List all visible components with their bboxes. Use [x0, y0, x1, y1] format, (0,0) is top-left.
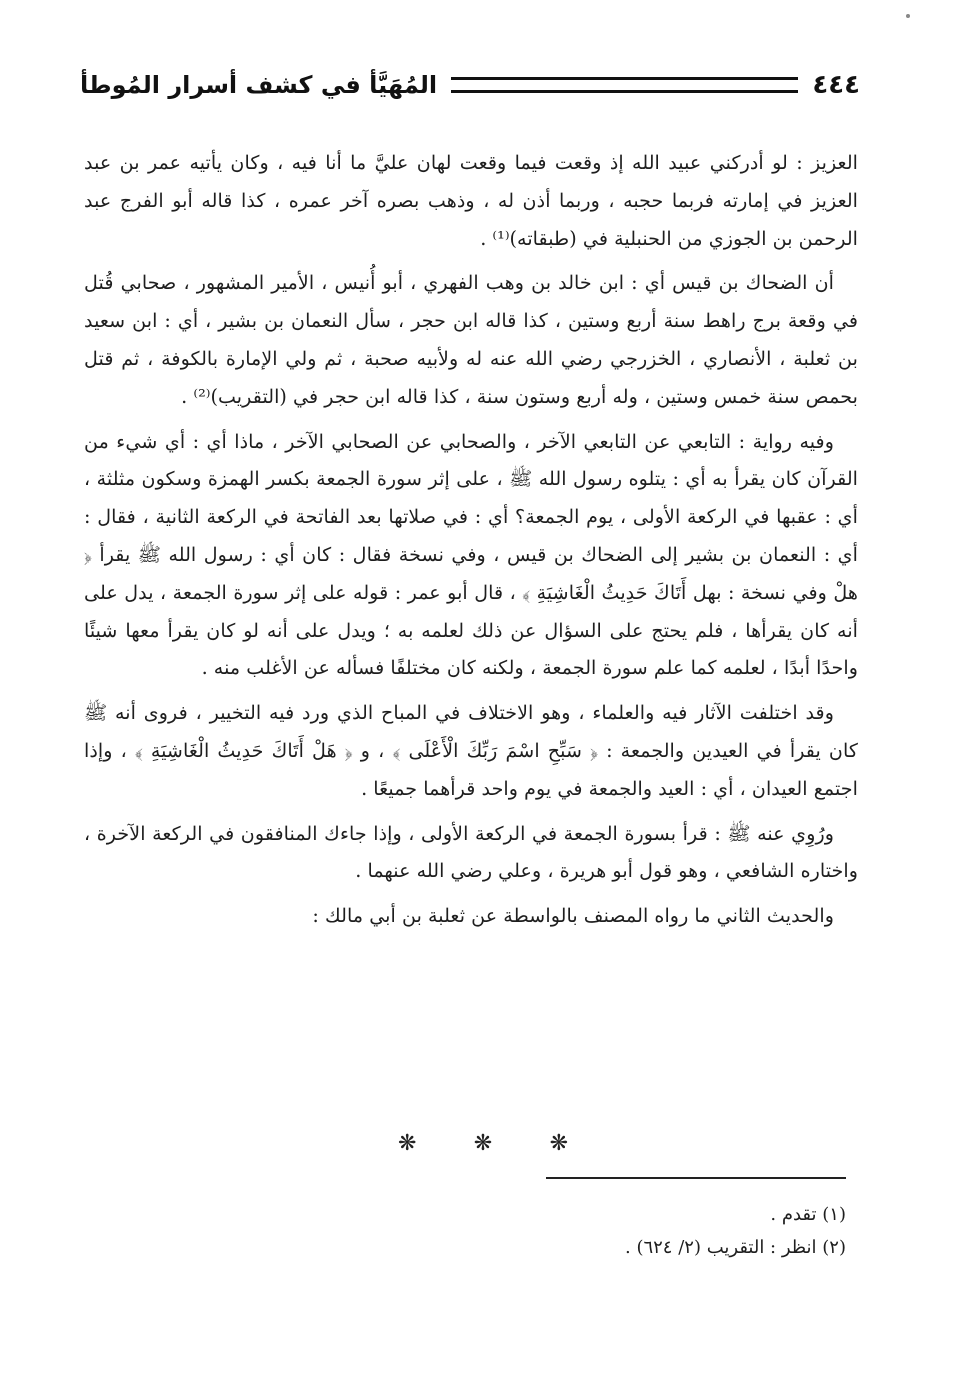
paragraph: ورُوِي عنه ﷺ : قرأ بسورة الجمعة في الركعة الأولى ، وإذا جاءك المنافقون في الركعة الآخرة ، واختاره الشافعي ، وهو قول أبو هريرة ، وعلي رضي الله عنهما . [84, 821, 858, 883]
paragraph: وفيه رواية : التابعي عن التابعي الآخر ، والصحابي عن الصحابي الآخر ، ماذا أي : أي شيء من القرآن كان يقرأ به أي : يتلوه رسول الله ﷺ ، على إثر سورة الجمعة بكسر الهمزة وسكون مثلثة ، أي : عقبها في الركعة الأولى ، يوم الجمعة؟ أي : في صلاتها بعد الفاتحة في الركعة الثانية ، فقال : أي : النعمان بن بشير إلى الضحاك بن قيس ، وفي نسخة فقال : كان أي : رسول الله ﷺ يقرأ ﴿ هلْ وفي نسخة : بهل أَتَاكَ حَدِيثُ الْغَاشِيَةِ ﴾ ، قال أبو عمر : قوله على إثر سورة الجمعة ، يدل على أنه كان يقرأها ، فلم يحتج على السؤال عن ذلك لعلمه به ؛ ويدل على أنه لو كان يقرأ معها شيئًا واحدًا أبدًا ، لعلمه كما علم سورة الجمعة ، ولكنه كان مختلفًا فسأله عن الأغلب منه . [84, 429, 858, 680]
asterism-icon: ❋ [473, 1130, 493, 1156]
paragraph: وقد اختلفت الآثار فيه والعلماء ، وهو الاختلاف في المباح الذي ورد فيه التخيير ، فروى أنه ﷺ كان يقرأ في العيدين والجمعة : ﴿ سَبِّحِ اسْمَ رَبِّكَ الْأَعْلَى ﴾ ، و ﴿ هَلْ أَتَاكَ حَدِيثُ الْغَاشِيَةِ ﴾ ، وإذا اجتمع العيدان ، أي : العيد والجمعة في يوم واحد قرأهما جميعًا . [84, 701, 858, 800]
header-double-rule [451, 77, 798, 93]
footnote: (١) تقدم . [770, 1204, 846, 1225]
paragraph: العزيز : لو أدركني عبيد الله إذ وقعت فيما وقعت لهان عليَّ ما أنا فيه ، وكان يأتيه عمر بن عبد العزيز في إمارته فربما حجبه ، وربما أذن له ، وذهب بصره آخر عمره ، كذا قاله أبو الفرج عبد الرحمن بن الجوزي من الحنبلية في (طبقاته)⁽¹⁾ . [84, 151, 858, 250]
footnote-rule [546, 1177, 846, 1179]
page-number: ٤٤٤ [812, 70, 860, 100]
asterism-icon: ❋ [398, 1130, 417, 1156]
footnote: (٢) انظر : التقريب (٢/ ٦٢٤) . [625, 1237, 846, 1258]
footnotes [500, 1198, 846, 1264]
running-header [80, 60, 860, 110]
main-text [84, 144, 858, 942]
section-separator [398, 1128, 568, 1158]
asterism-icon: ❋ [549, 1130, 568, 1156]
paragraph: والحديث الثاني ما رواه المصنف بالواسطة عن ثعلبة بن أبي مالك : [312, 904, 834, 928]
book-title: المُهَيَّأ في كشف أسرار المُوطأ [80, 71, 438, 99]
scan-speck [906, 14, 910, 18]
paragraph: أن الضحاك بن قيس أي : ابن خالد بن وهب الفهري ، أبو أُنيس ، الأمير المشهور ، صحابي قُتل في وقعة برج راهط سنة أربع وستين ، كذا قاله ابن حجر ، سأل النعمان بن بشير ، أي : ابن سعيد بن ثعلبة ، الأنصاري ، الخزرجي رضي الله عنه له ولأبيه صحبة ، ثم ولي الإمارة بالكوفة ، ثم قتل بحمص سنة خمس وستين ، وله أربع وستون سنة ، كذا قاله ابن حجر في (التقريب)⁽²⁾ . [84, 271, 858, 408]
